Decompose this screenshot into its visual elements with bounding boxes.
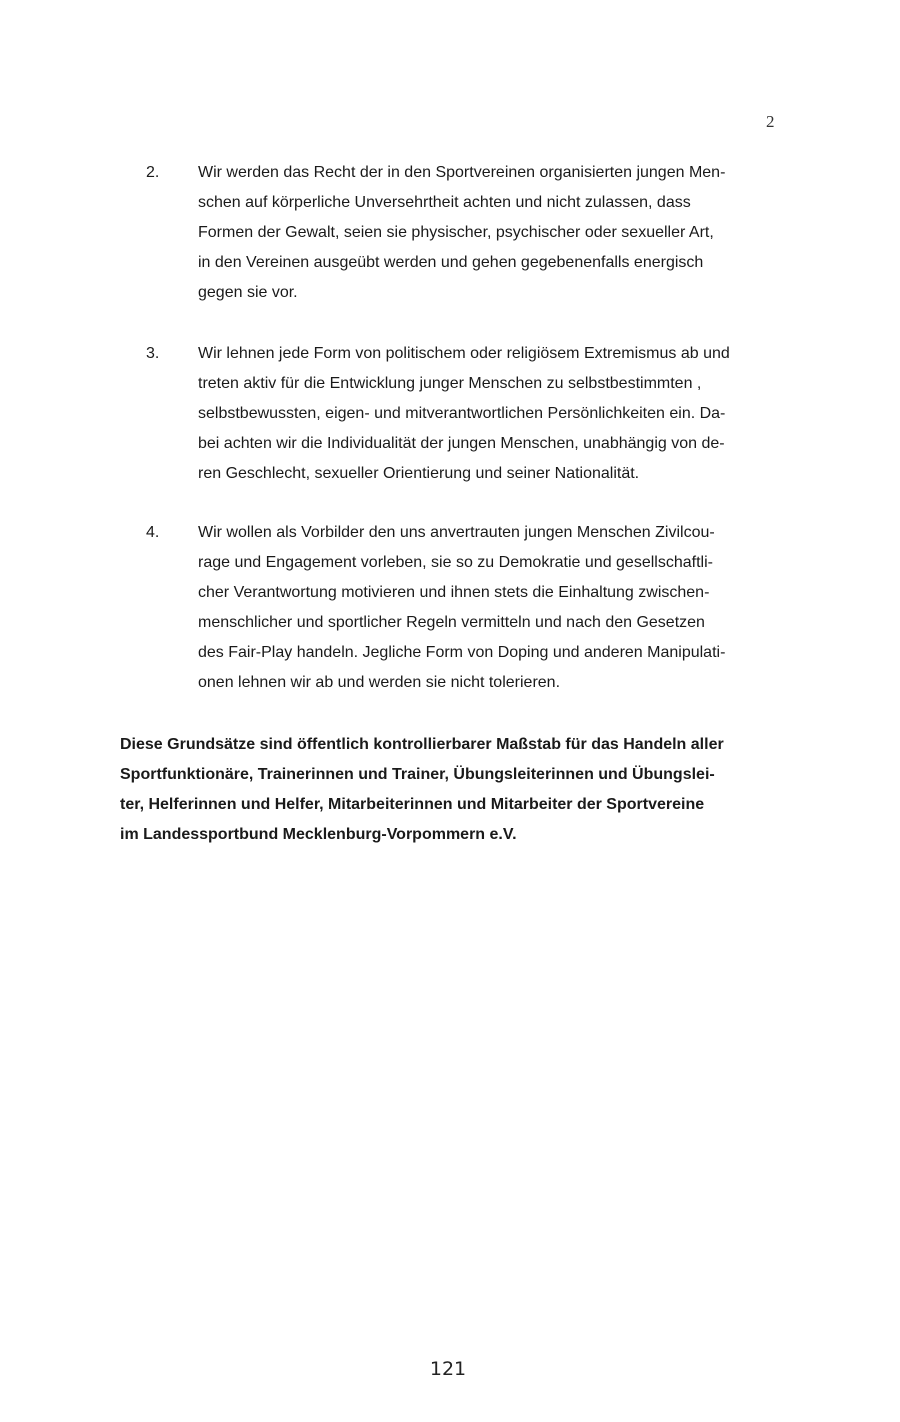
- list-item-number: 4.: [146, 524, 160, 541]
- list-item-text: Wir werden das Recht der in den Sportvereinen organisierten jungen Men- schen auf körperliche Unversehrtheit achten und nicht zulassen, dass Formen der Gewalt, seien sie physischer, psychischer oder sexueller Art, in den Vereinen ausgeübt werden und gehen gegebenenfalls energisch gegen sie vor.: [198, 164, 726, 301]
- book-page-number: 121: [429, 1358, 467, 1380]
- document-page-number: 2: [766, 112, 775, 131]
- list-item-text: Wir wollen als Vorbilder den uns anvertrauten jungen Menschen Zivilcou- rage und Engagement vorleben, sie so zu Demokratie und gesellschaftli- cher Verantwortung motivieren und ihnen stets die Einhaltung zwischen- menschlicher und sportlicher Regeln vermitteln und nach den Gesetzen des Fair-Play handeln. Jegliche Form von Doping und anderen Manipulati- onen lehnen wir ab und werden sie nicht tolerieren.: [198, 524, 726, 691]
- list-item-number: 3.: [146, 345, 160, 362]
- list-item-text: Wir lehnen jede Form von politischem oder religiösem Extremismus ab und treten aktiv für die Entwicklung junger Menschen zu selbstbestimmten , selbstbewussten, eigen- und mitverantwortlichen Persönlichkeiten ein. Da- bei achten wir die Individualität der jungen Menschen, unabhängig von de- ren Geschlecht, sexueller Orientierung und seiner Nationalität.: [198, 345, 730, 482]
- list-item-number: 2.: [146, 164, 160, 181]
- summary-statement: Diese Grundsätze sind öffentlich kontrollierbarer Maßstab für das Handeln aller Sportfunktionäre, Trainerinnen und Trainer, Übungsleiterinnen und Übungslei- ter, Helferinnen und Helfer, Mitarbeiterinnen und Mitarbeiter der Sportvereine im Landessportbund Mecklenburg-Vorpommern e.V.: [120, 736, 724, 843]
